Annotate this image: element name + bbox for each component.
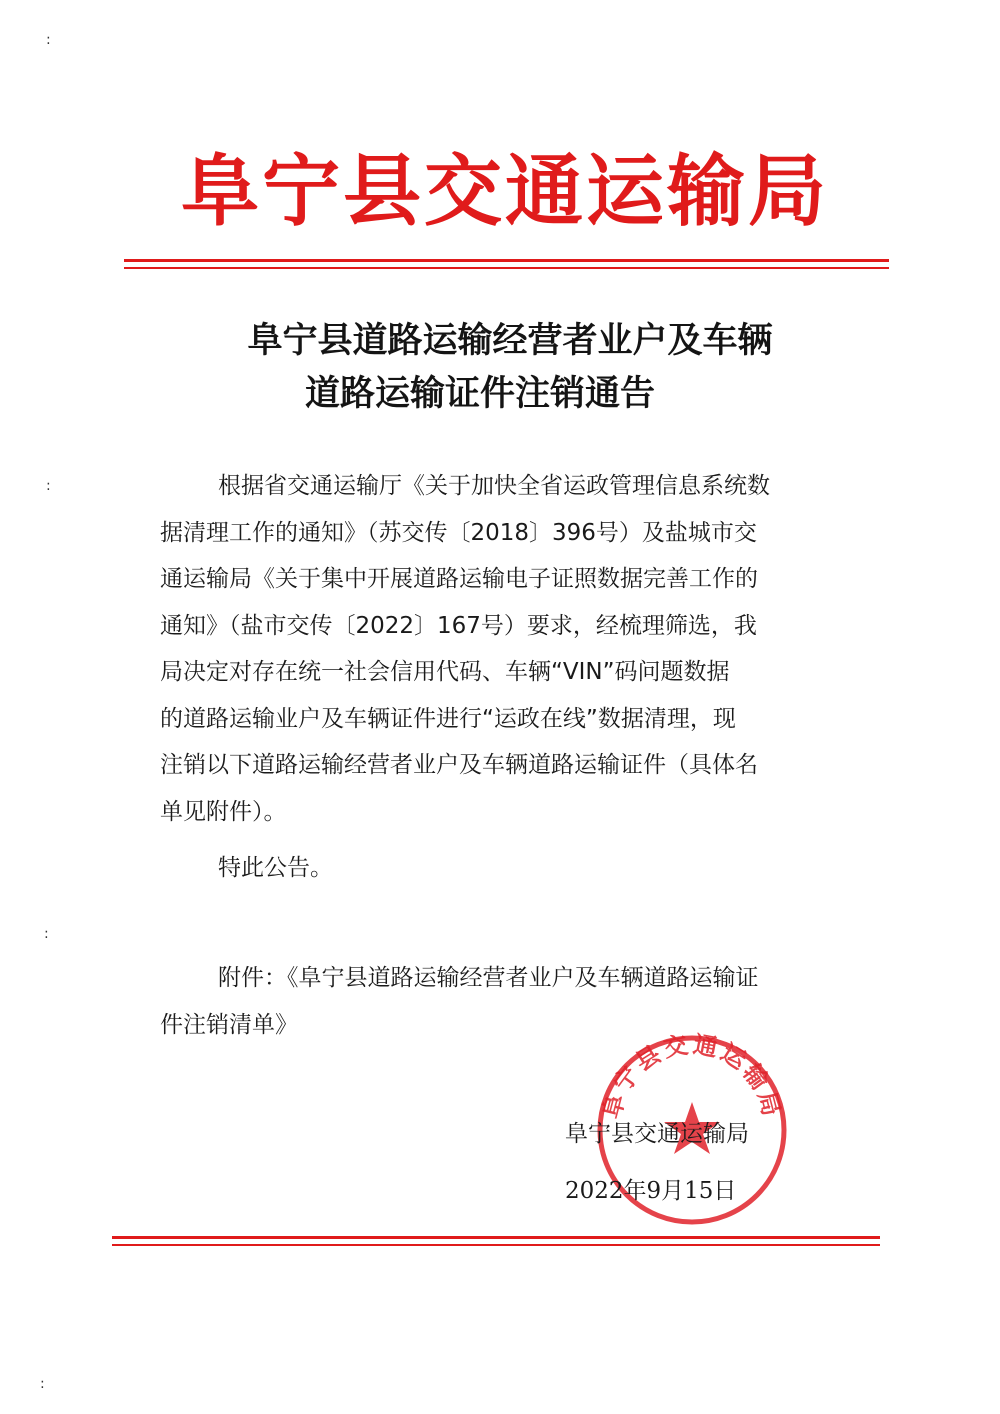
signature-date: 2022年9月15日 bbox=[565, 1178, 737, 1204]
footer-red-rule-thick bbox=[112, 1236, 880, 1239]
header-red-rule-thick bbox=[124, 259, 889, 262]
body-line: 注销以下道路运输经营者业户及车辆道路运输证件（具体名 bbox=[160, 752, 758, 778]
scan-speck: : bbox=[46, 478, 51, 494]
closing-paragraph bbox=[160, 845, 850, 892]
body-line: 通知》（盐市交传〔2022〕167号）要求，经梳理筛选，我 bbox=[160, 612, 757, 639]
header-red-rule-thin bbox=[124, 267, 889, 269]
attachment-line: 件注销清单》 bbox=[160, 1011, 298, 1038]
body-line: 单见附件）。 bbox=[160, 798, 287, 825]
seal-text: 阜宁县交通运输局 bbox=[597, 1030, 787, 1122]
scan-speck: : bbox=[44, 926, 49, 942]
body-line: 据清理工作的通知》（苏交传〔2018〕396号）及盐城市交 bbox=[160, 519, 757, 546]
scan-speck: : bbox=[40, 1376, 45, 1392]
body-line: 局决定对存在统一社会信用代码、车辆“VIN”码问题数据 bbox=[160, 659, 730, 685]
body-paragraph bbox=[160, 463, 850, 835]
closing-text: 特此公告。 bbox=[218, 855, 333, 881]
body-line: 的道路运输业户及车辆证件进行“运政在线”数据清理，现 bbox=[160, 705, 736, 732]
attachment-line: 附件：《阜宁县道路运输经营者业户及车辆道路运输证 bbox=[218, 965, 759, 991]
document-title-line-2: 道路运输证件注销通告 bbox=[304, 373, 655, 414]
scan-speck: : bbox=[46, 32, 51, 48]
signature-org: 阜宁县交通运输局 bbox=[565, 1121, 749, 1147]
body-line: 通运输局《关于集中开展道路运输电子证照数据完善工作的 bbox=[160, 566, 758, 592]
document-title-line-1: 阜宁县道路运输经营者业户及车辆 bbox=[247, 320, 773, 361]
red-header-org-name: 阜宁县交通运输局 bbox=[180, 147, 829, 237]
footer-red-rule-thin bbox=[112, 1244, 880, 1246]
body-line: 根据省交通运输厅《关于加快全省运政管理信息系统数 bbox=[218, 473, 770, 499]
